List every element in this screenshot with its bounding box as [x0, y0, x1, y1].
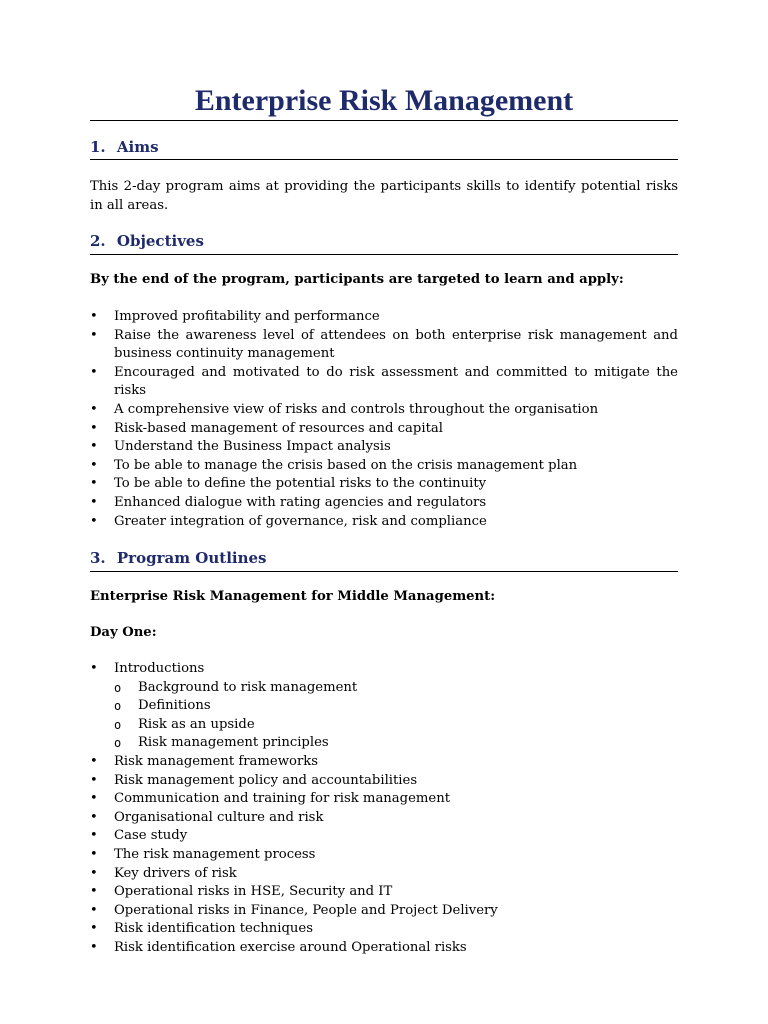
list-item: • Key drivers of risk: [90, 865, 678, 884]
section-title: Program Outlines: [116, 549, 267, 567]
day-label: Day One:: [90, 625, 157, 640]
list-item: • Greater integration of governance, risk and compliance: [90, 513, 678, 532]
list-item: [90, 660, 678, 753]
list-item: • Organisational culture and risk: [90, 809, 678, 828]
list-item: • Operational risks in Finance, People and Project Delivery: [90, 902, 678, 921]
outlines-lead: Enterprise Risk Management for Middle Management:: [90, 589, 496, 604]
list-item: • Enhanced dialogue with rating agencies and regulators: [90, 494, 678, 513]
sub-list: [114, 679, 678, 753]
section-title: Aims: [116, 138, 159, 156]
title-rule: [90, 120, 678, 121]
section-number: 1.: [90, 138, 106, 156]
list-item: • The risk management process: [90, 846, 678, 865]
list-item: • A comprehensive view of risks and controls throughout the organisation: [90, 401, 678, 420]
list-item: • Encouraged and motivated to do risk assessment and committed to mitigate the risks: [90, 364, 678, 401]
list-item: • Raise the awareness level of attendees on both enterprise risk management and business continuity management: [90, 327, 678, 364]
objectives-rule: [90, 254, 678, 255]
list-item: • Communication and training for risk management: [90, 790, 678, 809]
sub-list-item: o Definitions: [114, 697, 678, 716]
document-title: Enterprise Risk Management: [194, 84, 574, 117]
section-number: 2.: [90, 232, 106, 250]
outlines-list: [90, 660, 678, 958]
outlines-rule: [90, 571, 678, 572]
section-heading-objectives: [90, 232, 204, 250]
objectives-lead: By the end of the program, participants are targeted to learn and apply:: [90, 272, 624, 287]
list-item: • Risk identification techniques: [90, 920, 678, 939]
list-item: • Case study: [90, 827, 678, 846]
sub-list-item: o Risk as an upside: [114, 716, 678, 735]
list-item-label: Introductions: [114, 661, 205, 676]
aims-rule: [90, 159, 678, 160]
list-item: • To be able to manage the crisis based on the crisis management plan: [90, 457, 678, 476]
list-item: • To be able to define the potential risks to the continuity: [90, 475, 678, 494]
list-item: • Risk management frameworks: [90, 753, 678, 772]
section-number: 3.: [90, 549, 106, 567]
list-item: • Risk-based management of resources and capital: [90, 420, 678, 439]
list-item: • Improved profitability and performance: [90, 308, 678, 327]
sub-list-item: o Risk management principles: [114, 734, 678, 753]
section-heading-outlines: [90, 549, 267, 567]
list-item: • Understand the Business Impact analysis: [90, 438, 678, 457]
list-item: • Operational risks in HSE, Security and IT: [90, 883, 678, 902]
objectives-list: [90, 308, 678, 531]
aims-paragraph: This 2-day program aims at providing the participants skills to identify potential risks in all areas.: [90, 179, 678, 213]
section-heading-aims: [90, 138, 159, 156]
section-title: Objectives: [116, 232, 204, 250]
list-item: • Risk management policy and accountabilities: [90, 772, 678, 791]
list-item: • Risk identification exercise around Operational risks: [90, 939, 678, 958]
sub-list-item: o Background to risk management: [114, 679, 678, 698]
